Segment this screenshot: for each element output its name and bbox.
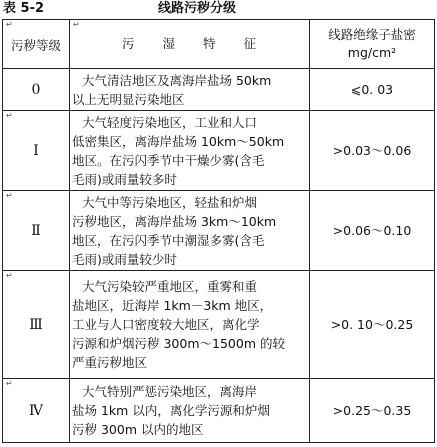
return-mark: ↵ xyxy=(6,271,13,280)
grade-cell: ↵ Ⅲ xyxy=(3,271,70,379)
description-cell: 大气清洁地区及离海岸盐场 50km 以上无明显污染地区 xyxy=(70,69,310,111)
salt-density-cell: >0. 10～0.25 xyxy=(310,271,435,379)
pollution-grade-table xyxy=(2,19,435,443)
table-title: 线路污秽分级 xyxy=(158,1,237,16)
return-mark: ↵ xyxy=(73,20,81,29)
table-row xyxy=(3,379,435,443)
table-row xyxy=(3,271,435,379)
description-cell: 大气特别严惩污染地区，离海岸 盐场 1km 以内，离化学污源和炉烟 污秽 300m 以内的地区 xyxy=(70,379,310,443)
table-row xyxy=(3,191,435,271)
description-cell: 大气轻度污染地区，工业和人口 低密集区，离海岸盐场 10km～50km 地区。在污闪季节中干燥少雾(含毛 毛雨)或雨量较多时 xyxy=(70,111,310,191)
salt-density-cell: >0.25～0.35 xyxy=(310,379,435,443)
table-caption xyxy=(0,0,437,18)
grade-cell: ↵ Ⅱ xyxy=(3,191,70,271)
return-mark: ↵ xyxy=(6,379,13,388)
salt-density-cell: >0.03～0.06 xyxy=(310,111,435,191)
salt-density-cell: ⩽0. 03 xyxy=(310,69,435,111)
salt-density-cell: >0.06～0.10 xyxy=(310,191,435,271)
table-row xyxy=(3,111,435,191)
grade-cell: ↵ Ⅳ xyxy=(3,379,70,443)
header-grade: ↵ 污秽等级 xyxy=(3,20,70,69)
return-mark: ↵ xyxy=(6,20,13,29)
description-cell: 大气污染较严重地区，重雾和重 盐地区，近海岸 1km－3km 地区， 工业与人口密度较大地区，离化学 污源和炉烟污秽 300m～1500m 的较 严重污秽地区 xyxy=(70,271,310,379)
header-density: 线路绝缘子盐密 mg/cm² xyxy=(310,20,435,69)
description-cell: 大气中等污染地区，轻盐和炉烟 污秽地区，离海岸盐场 3km～10km 地区，在污闪季节中潮湿多雾(含毛 毛雨)或雨量较少时 xyxy=(70,191,310,271)
grade-cell: 0 xyxy=(3,69,70,111)
return-mark: ↵ xyxy=(6,111,13,120)
header-features: ↵ 污 湿 特 征 xyxy=(70,20,310,69)
table-row xyxy=(3,69,435,111)
table-number: 表 5-2 xyxy=(3,1,45,16)
table-header-row xyxy=(3,20,435,69)
grade-cell: ↵ Ⅰ xyxy=(3,111,70,191)
return-mark: ↵ xyxy=(6,191,13,200)
